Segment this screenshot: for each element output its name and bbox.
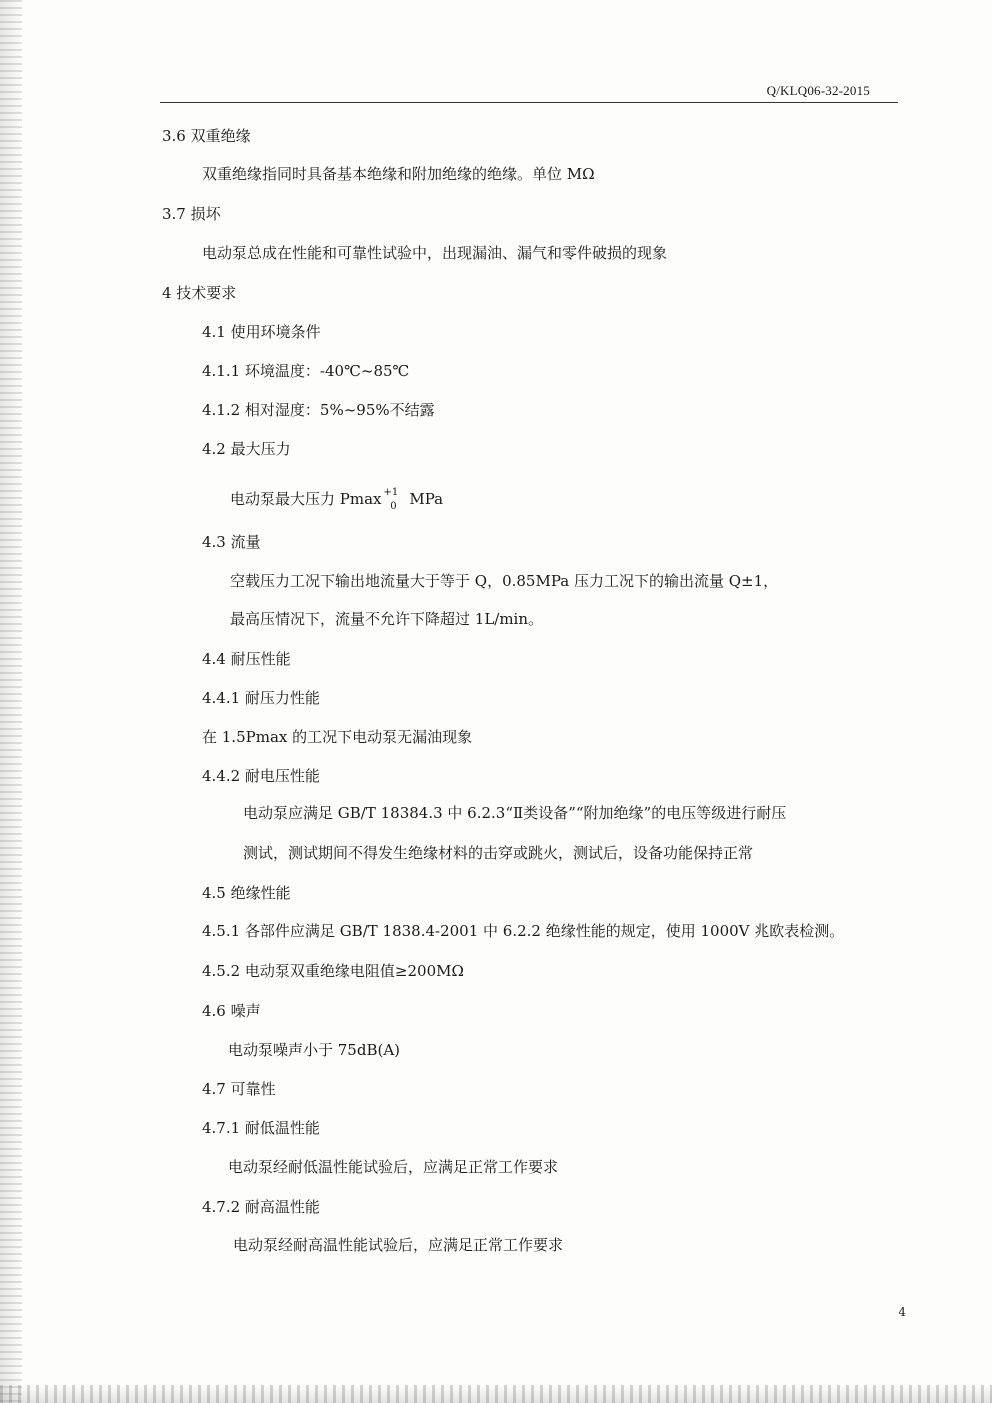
section-4-3-title: 4.3 流量 [202,533,261,551]
section-3-7-title: 3.7 损坏 [162,205,221,223]
tolerance-lower: 0 [390,501,397,512]
section-4-4-title: 4.4 耐压性能 [202,650,291,668]
section-3-6-text: 双重绝缘指同时具备基本绝缘和附加绝缘的绝缘。单位 MΩ [202,165,595,183]
page-number: 4 [898,1305,906,1319]
section-3-6-title: 3.6 双重绝缘 [162,127,251,145]
section-4-2-text [230,489,443,512]
section-4-1-2: 4.1.2 相对湿度：5%~95%不结露 [202,401,435,419]
section-4-1-title: 4.1 使用环境条件 [202,323,321,341]
section-4-7-1-title: 4.7.1 耐低温性能 [202,1119,320,1137]
section-4-7-1-text: 电动泵经耐低温性能试验后，应满足正常工作要求 [228,1158,559,1176]
section-4-5-2: 4.5.2 电动泵双重绝缘电阻值≥200MΩ [202,962,464,980]
tolerance-upper: +1 [383,487,399,498]
section-4-7-title: 4.7 可靠性 [202,1080,276,1098]
scan-edge-left [0,0,22,1403]
header-rule [160,102,898,103]
section-4-4-1-title: 4.4.1 耐压力性能 [202,689,320,707]
section-4-6-title: 4.6 噪声 [202,1002,261,1020]
section-4-5-1: 4.5.1 各部件应满足 GB/T 1838.4-2001 中 6.2.2 绝缘性能的规定，使用 1000V 兆欧表检测。 [202,922,845,940]
section-4-1-1: 4.1.1 环境温度：-40℃~85℃ [202,362,410,380]
section-4-title: 4 技术要求 [162,284,237,302]
section-3-7-text: 电动泵总成在性能和可靠性试验中，出现漏油、漏气和零件破损的现象 [202,244,668,262]
scan-edge-bottom [0,1385,992,1403]
section-4-4-1-text: 在 1.5Pmax 的工况下电动泵无漏油现象 [202,728,473,746]
pressure-unit: MPa [409,490,444,508]
section-4-4-2-text-2: 测试，测试期间不得发生绝缘材料的击穿或跳火，测试后，设备功能保持正常 [243,844,754,862]
section-4-4-2-title: 4.4.2 耐电压性能 [202,767,320,785]
section-4-5-title: 4.5 绝缘性能 [202,884,291,902]
section-4-7-2-text: 电动泵经耐高温性能试验后，应满足正常工作要求 [233,1236,564,1254]
section-4-2-title: 4.2 最大压力 [202,440,291,458]
section-4-7-2-title: 4.7.2 耐高温性能 [202,1198,320,1216]
max-pressure-label: 电动泵最大压力 Pmax [230,490,382,508]
section-4-6-text: 电动泵噪声小于 75dB(A) [228,1041,401,1059]
document-code: Q/KLQ06-32-2015 [766,83,870,98]
section-4-3-text-2: 最高压情况下，流量不允许下降超过 1L/min。 [230,610,544,628]
section-4-3-text-1: 空载压力工况下输出地流量大于等于 Q，0.85MPa 压力工况下的输出流量 Q±1， [230,572,779,590]
section-4-4-2-text-1: 电动泵应满足 GB/T 18384.3 中 6.2.3“Ⅱ类设备”“附加绝缘”的电压等级进行耐压 [243,804,787,822]
